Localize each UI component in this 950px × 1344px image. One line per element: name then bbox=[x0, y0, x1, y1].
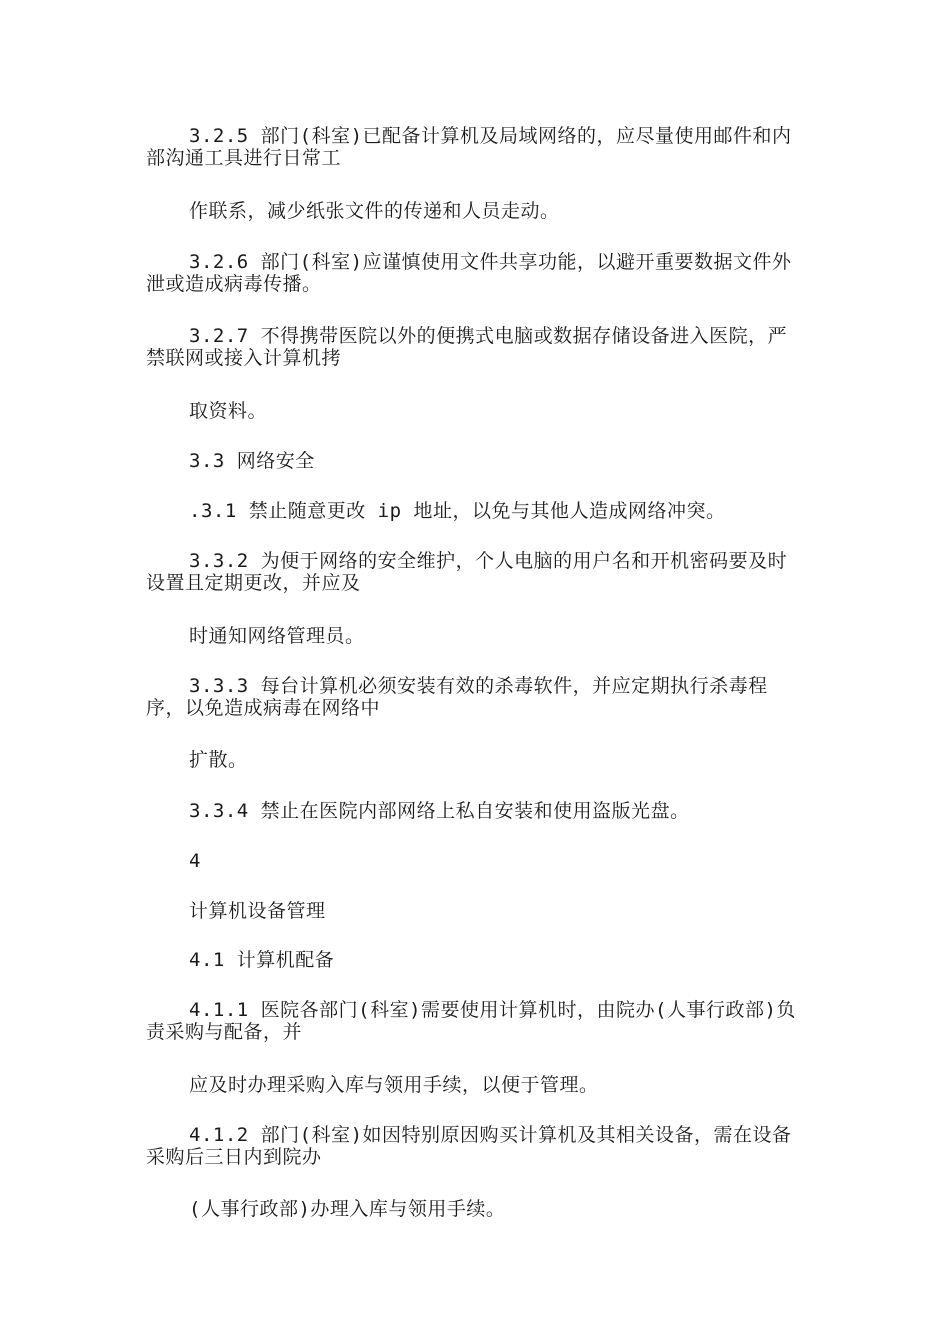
chapter-number: 4 bbox=[189, 850, 201, 872]
paragraph-3-3-1: .3.1 禁止随意更改 ip 地址，以免与其他人造成网络冲突。 bbox=[189, 500, 726, 522]
section-heading-4-1: 4.1 计算机配备 bbox=[189, 949, 335, 971]
paragraph-3-2-7: 3.2.7 不得携带医院以外的便携式电脑或数据存储设备进入医院，严禁联网或接入计算机拷 bbox=[146, 325, 788, 369]
paragraph-4-1-2: 4.1.2 部门(科室)如因特别原因购买计算机及其相关设备，需在设备采购后三日内到院办 bbox=[146, 1124, 792, 1168]
paragraph-3-2-5: 3.2.5 部门(科室)已配备计算机及局域网络的，应尽量使用邮件和内部沟通工具进行日常工 bbox=[146, 125, 792, 169]
paragraph-3-3-2-continued: 时通知网络管理员。 bbox=[189, 625, 365, 647]
paragraph-3-2-7-continued: 取资料。 bbox=[189, 400, 268, 422]
paragraph-3-2-6: 3.2.6 部门(科室)应谨慎使用文件共享功能，以避开重要数据文件外泄或造成病毒传播。 bbox=[146, 251, 792, 295]
paragraph-3-3-3-continued: 扩散。 bbox=[189, 749, 248, 771]
paragraph-4-1-1-continued: 应及时办理采购入库与领用手续，以便于管理。 bbox=[189, 1074, 599, 1096]
paragraph-4-1-2-continued: (人事行政部)办理入库与领用手续。 bbox=[189, 1198, 506, 1220]
paragraph-3-3-4: 3.3.4 禁止在医院内部网络上私自安装和使用盗版光盘。 bbox=[189, 800, 690, 822]
chapter-title: 计算机设备管理 bbox=[189, 900, 326, 922]
paragraph-3-2-5-continued: 作联系，减少纸张文件的传递和人员走动。 bbox=[189, 200, 560, 222]
paragraph-4-1-1: 4.1.1 医院各部门(科室)需要使用计算机时，由院办(人事行政部)负责采购与配备，并 bbox=[146, 999, 796, 1043]
paragraph-3-3-2: 3.3.2 为便于网络的安全维护，个人电脑的用户名和开机密码要及时设置且定期更改，并应及 bbox=[146, 550, 788, 594]
paragraph-3-3-3: 3.3.3 每台计算机必须安装有效的杀毒软件，并应定期执行杀毒程序，以免造成病毒在网络中 bbox=[146, 675, 768, 719]
section-heading-3-3: 3.3 网络安全 bbox=[189, 450, 315, 472]
